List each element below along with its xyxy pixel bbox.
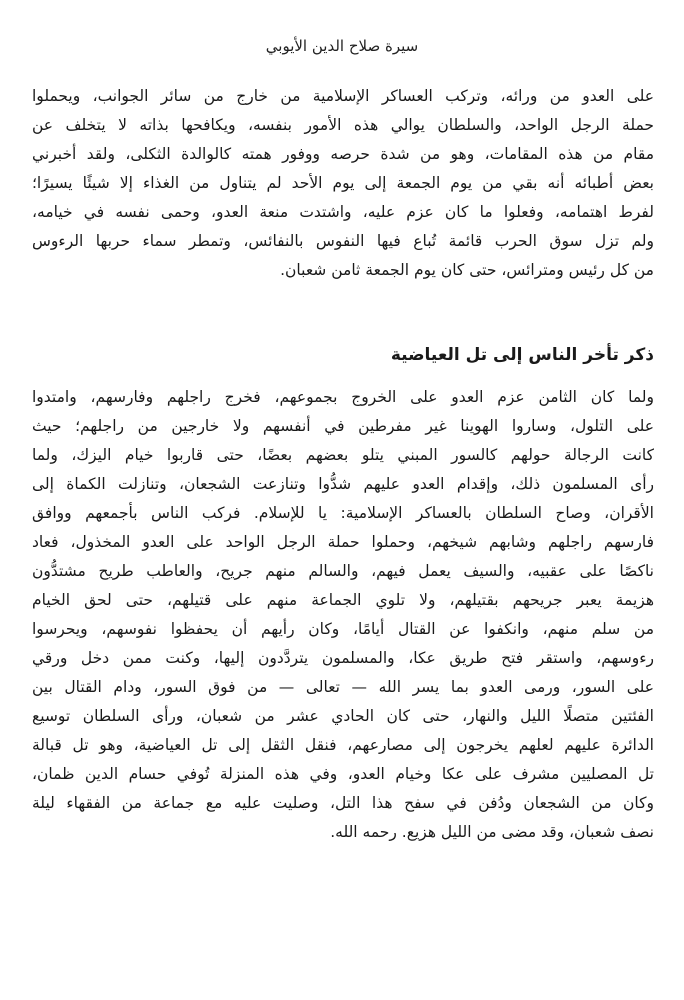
paragraph-line: رأى المسلمون ذلك، وإقدام العدو عليهم شدُّوا وتنازعت الشجعان، وتنازلت الكماة إلى bbox=[32, 475, 654, 493]
paragraph-line: من سلم منهم، وانكفوا عن القتال أيامًا، وكان رأيهم أن يحفظوا نفوسهم، ويحرسوا bbox=[32, 620, 654, 638]
paragraph-line: ولم تزل سوق الحرب قائمة تُباع فيها النفوس بالنفائس، وتمطر سماء حربها الرءوس bbox=[32, 232, 654, 250]
paragraph-line: على التلول، وساروا الهوينا غير مفرطين في أنفسهم ولا خارجين من راجلهم؛ حيث bbox=[32, 417, 654, 435]
paragraph-line: تل المصليين مشرف على عكا وخيام العدو، وفي هذه المنزلة تُوفي حسام الدين ظمان، bbox=[32, 765, 654, 783]
paragraph-1 bbox=[32, 82, 654, 285]
paragraph-line: الدائرة عليهم لعلهم يخرجون إلى مصارعهم، فنقل الثقل إلى تل العياضية، وهو تل قبالة bbox=[32, 736, 654, 754]
paragraph-line: حملة الرجل الواحد، والسلطان يوالي هذه الأمور بنفسه، ويكافحها بذاته لا يتخلف عن bbox=[32, 116, 654, 134]
paragraph-line: هزيمة يعبر جريحهم بقتيلهم، ولا تلوي الجماعة منهم على قتيلهم، حتى لحق الخيام bbox=[32, 591, 654, 609]
paragraph-line: الفئتين متصلًا الليل والنهار، حتى كان الحادي عشر من شعبان، ورأى السلطان توسيع bbox=[32, 707, 654, 725]
paragraph-line: كانت الرجالة حولهم كالسور المبني يتلو بعضهم بعضًا، حتى قاربوا خيام اليزك، ولما bbox=[32, 446, 654, 464]
paragraph-line: نصف شعبان، وقد مضى من الليل هزيع. رحمه الله. bbox=[330, 823, 654, 841]
paragraph-line: لفرط اهتمامه، وفعلوا ما كان عزم عليه، واشتدت منعة العدو، وحمى نفسه في خيامه، bbox=[32, 203, 654, 221]
paragraph-line: رءوسهم، واستقر فتح طريق عكا، والمسلمون يتردَّدون إليها، وكنت ممن دخل ورقي bbox=[32, 649, 654, 667]
running-header-title: سيرة صلاح الدين الأيوبي bbox=[265, 37, 419, 55]
paragraph-line: مقام من هذه المقامات، وهو من شدة حرصه ووفور همته كالوالدة الثكلى، ولقد أخبرني bbox=[32, 145, 654, 163]
paragraph-line: على العدو من ورائه، وتركب العساكر الإسلامية من خارج من سائر الجوانب، ويحملوا bbox=[32, 87, 654, 105]
paragraph-line: على السور، ورمى العدو بما يسر الله — تعالى — من فوق السور، ودام القتال بين bbox=[32, 678, 654, 696]
section-heading: ذكر تأخر الناس إلى تل العياضية bbox=[390, 345, 654, 365]
paragraph-line: فارسهم راجلهم وشابهم شيخهم، وحملوا حملة الرجل الواحد على العدو المخذول، فعاد bbox=[32, 533, 654, 551]
paragraph-line: ناكصًا على عقبيه، والسيف يعمل فيهم، والسالم منهم جريح، والعاطب طريح مشتدُّون bbox=[32, 562, 654, 580]
paragraph-line: بعض أطبائه أنه بقي من يوم الجمعة إلى يوم الأحد لم يتناول من الغذاء إلا شيئًا يسيرًا؛ bbox=[32, 174, 654, 192]
paragraph-line: من كل رئيس ومترائس، حتى كان يوم الجمعة ثامن شعبان. bbox=[280, 261, 654, 279]
paragraph-line: الأقران، وصاح السلطان بالعساكر الإسلامية: يا للإسلام. فركب الناس بأجمعهم ووافق bbox=[32, 504, 654, 522]
paragraph-2 bbox=[32, 383, 654, 847]
paragraph-line: ولما كان الثامن عزم العدو على الخروج بجموعهم، فخرج راجلهم وفارسهم، وامتدوا bbox=[32, 388, 654, 406]
paragraph-line: وكان من الشجعان ودُفن في سفح هذا التل، وصليت عليه مع جماعة من الفقهاء ليلة bbox=[32, 794, 654, 812]
